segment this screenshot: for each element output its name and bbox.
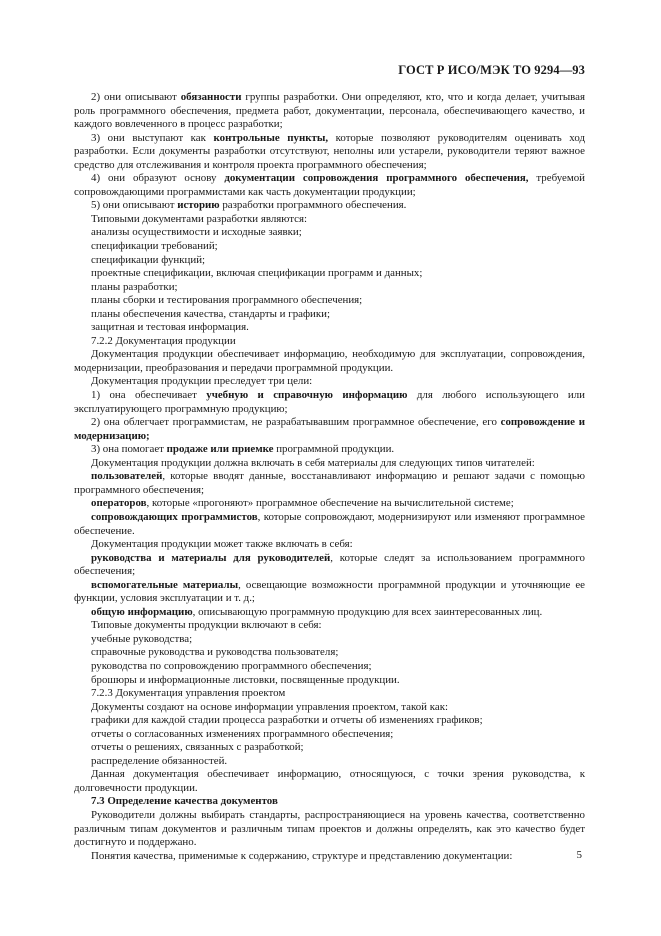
paragraph xyxy=(74,850,585,864)
paragraph xyxy=(74,755,585,769)
section-heading xyxy=(74,795,585,809)
bold-text: учебную и справочную информацию xyxy=(206,389,408,402)
paragraph xyxy=(74,240,585,254)
document-header-title: ГОСТ Р ИСО/МЭК ТО 9294—93 xyxy=(398,63,585,77)
paragraph xyxy=(74,633,585,647)
paragraph xyxy=(74,226,585,240)
paragraph xyxy=(74,606,585,620)
text-run: программной продукции. xyxy=(273,443,395,456)
text-run: 5) они описывают xyxy=(91,199,178,212)
paragraph xyxy=(74,470,585,497)
text-run: спецификации функций; xyxy=(91,253,206,266)
text-run: которые позволяют руководителям оценивать ход разработки. Если документы разработки отсутствуют, неполны или устарели, руководители теряют важное средство для отслеживания и контроля проекта программного обеспечения; xyxy=(74,131,585,171)
paragraph xyxy=(74,687,585,701)
paragraph xyxy=(74,281,585,295)
text-run: руководства по сопровождению программного обеспечения; xyxy=(91,659,372,672)
text-run: планы сборки и тестирования программного обеспечения; xyxy=(91,294,363,307)
paragraph xyxy=(74,579,585,606)
text-run: 7.2.2 Документация продукции xyxy=(91,334,236,347)
text-run: 4) они образуют основу xyxy=(91,172,225,185)
paragraph xyxy=(74,213,585,227)
bold-text: сопровождение и модернизацию; xyxy=(74,416,585,442)
bold-text: документации сопровождения программного обеспечения, xyxy=(224,172,529,185)
text-run: Данная документация обеспечивает информацию, относящуюся, с точки зрения руководства, к долговечности продукции. xyxy=(74,768,585,794)
text-run: проектные спецификации, включая спецификации программ и данных; xyxy=(91,267,423,280)
text-run: Документация продукции преследует три цели: xyxy=(91,375,313,388)
paragraph xyxy=(74,132,585,173)
bold-text: пользователей xyxy=(91,470,163,483)
text-run: , освещающие возможности программной продукции и уточняющие ее функции, условия эксплуатации и т. д.; xyxy=(74,578,585,605)
paragraph xyxy=(74,199,585,213)
paragraph xyxy=(74,809,585,850)
text-run: Документация продукции может также включать в себя: xyxy=(91,538,353,551)
text-run: планы разработки; xyxy=(91,280,178,293)
text-run: , которые следят за использованием программного обеспечения; xyxy=(74,551,585,578)
paragraph xyxy=(74,714,585,728)
text-run: 3) она помогает xyxy=(91,443,167,456)
text-run: , которые сопровождают, модернизируют или изменяют программное обеспечение. xyxy=(74,510,585,537)
paragraph xyxy=(74,457,585,471)
text-run: Руководители должны выбирать стандарты, распространяющиеся на уровень качества, соответственно различным типам документов и различным типам проектов и должны определять, как это качество будет достигнуто и поддержано. xyxy=(74,808,585,849)
text-run: спецификации требований; xyxy=(91,240,218,253)
text-run: группы разработки. Они определяют, кто, что и когда делает, учитывая роль программного обеспечения, предмета работ, документации, персонала, обеспечивающего качество, и каждого вовлеченного в процесс разработки; xyxy=(74,91,585,131)
text-run: разработки программного обеспечения. xyxy=(219,199,407,212)
text-run: учебные руководства; xyxy=(91,632,193,645)
paragraph xyxy=(74,552,585,579)
text-run: отчеты о согласованных изменениях программного обеспечения; xyxy=(91,727,394,740)
text-run: распределение обязанностей. xyxy=(91,754,228,767)
paragraph xyxy=(74,619,585,633)
paragraph xyxy=(74,768,585,795)
text-run: Документация продукции должна включать в себя материалы для следующих типов читателей: xyxy=(91,456,535,469)
paragraph xyxy=(74,741,585,755)
bold-text: сопровождающих программистов xyxy=(91,510,258,523)
paragraph xyxy=(74,443,585,457)
paragraph xyxy=(74,321,585,335)
bold-text: 7.3 Определение качества документов xyxy=(91,795,278,808)
paragraph xyxy=(74,254,585,268)
text-run: Документация продукции обеспечивает информацию, необходимую для эксплуатации, сопровождения, модернизации, преобразования и передачи программной продукции. xyxy=(74,348,585,374)
paragraph xyxy=(74,674,585,688)
text-run: , которые вводят данные, восстанавливают информацию и решают задачи с помощью программного обеспечения; xyxy=(74,470,585,496)
text-run: анализы осуществимости и исходные заявки; xyxy=(91,226,302,239)
text-run: 1) она обеспечивает xyxy=(91,389,207,402)
paragraph xyxy=(74,389,585,416)
text-run: отчеты о решениях, связанных с разработкой; xyxy=(91,741,304,754)
text-run: Документы создают на основе информации управления проектом, такой как: xyxy=(91,700,449,713)
text-run: брошюры и информационные листовки, посвященные продукции. xyxy=(91,673,400,686)
text-run: планы обеспечения качества, стандарты и графики; xyxy=(91,307,331,320)
text-run: 7.2.3 Документация управления проектом xyxy=(91,687,286,700)
paragraph xyxy=(74,91,585,132)
paragraph xyxy=(74,308,585,322)
text-run: 2) они описывают xyxy=(91,91,181,103)
text-run: защитная и тестовая информация. xyxy=(91,321,249,334)
paragraph xyxy=(74,267,585,281)
text-run: для любого использующего или эксплуатирующего программную продукцию; xyxy=(74,389,585,415)
paragraph xyxy=(74,497,585,511)
text-run: Понятия качества, применимые к содержанию, структуре и представлению документации: xyxy=(91,849,513,862)
text-run: Типовыми документами разработки являются: xyxy=(91,212,308,225)
text-run: , которые «прогоняют» программное обеспечение на вычислительной системе; xyxy=(146,497,514,510)
text-run: Типовые документы продукции включают в себя: xyxy=(91,619,322,632)
paragraph xyxy=(74,646,585,660)
bold-text: контрольные пункты, xyxy=(213,131,329,144)
text-run: , описывающую программную продукцию для всех заинтересованных лиц. xyxy=(192,605,543,618)
paragraph xyxy=(74,294,585,308)
text-run: требуемой сопровождающими программистами как часть документации продукции; xyxy=(74,172,586,198)
paragraph xyxy=(74,538,585,552)
paragraph xyxy=(74,660,585,674)
text-run: справочные руководства и руководства пользователя; xyxy=(91,646,339,659)
document-body xyxy=(74,91,585,863)
paragraph xyxy=(74,728,585,742)
paragraph xyxy=(74,348,585,375)
text-run: 3) они выступают как xyxy=(91,131,214,144)
bold-text: общую информацию xyxy=(91,605,193,618)
bold-text: обязанности xyxy=(180,91,242,103)
text-run: графики для каждой стадии процесса разработки и отчеты об изменениях графиков; xyxy=(91,714,483,727)
bold-text: историю xyxy=(177,199,220,212)
paragraph xyxy=(74,701,585,715)
bold-text: руководства и материалы для руководителей xyxy=(91,551,331,564)
paragraph xyxy=(74,375,585,389)
bold-text: операторов xyxy=(91,497,147,510)
bold-text: вспомогательные материалы xyxy=(91,578,239,591)
paragraph xyxy=(74,511,585,538)
text-run: 2) она облегчает программистам, не разрабатывавшим программное обеспечение, его xyxy=(91,416,501,429)
paragraph xyxy=(74,335,585,349)
paragraph xyxy=(74,416,585,443)
page-number: 5 xyxy=(576,849,582,861)
bold-text: продаже или приемке xyxy=(166,443,274,456)
paragraph xyxy=(74,172,585,199)
